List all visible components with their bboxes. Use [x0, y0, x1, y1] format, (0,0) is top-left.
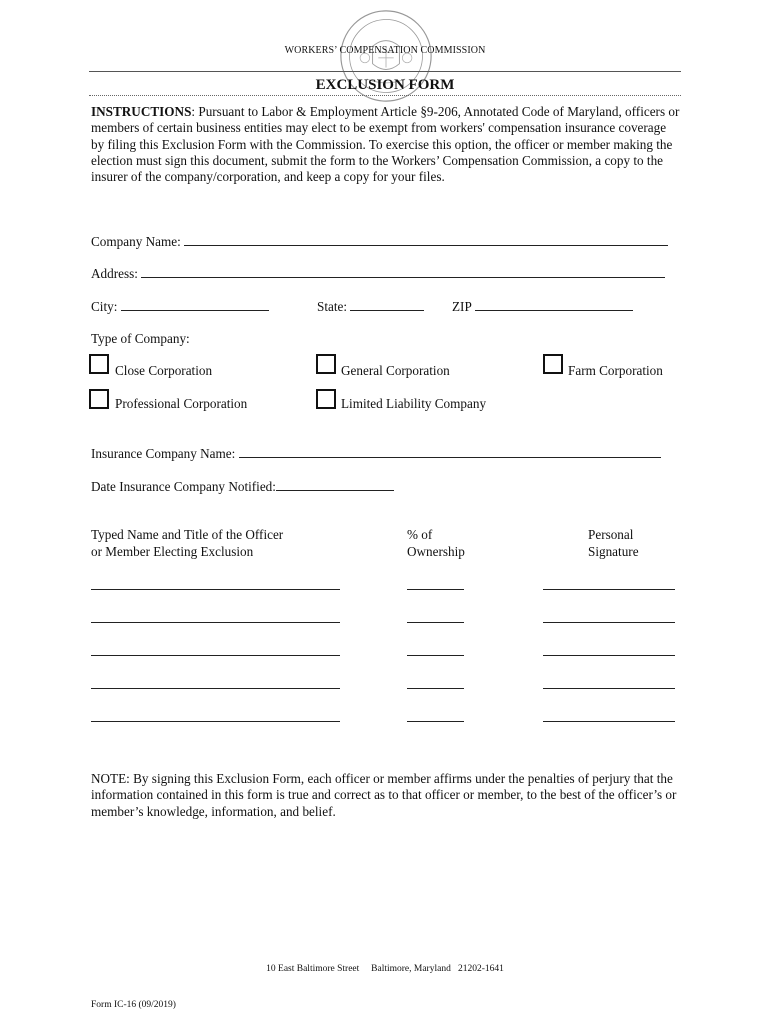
officer-header-line2: or Member Electing Exclusion: [91, 543, 254, 559]
company-name-label: Company Name:: [91, 234, 181, 249]
ownership-column-header: [407, 527, 465, 560]
zip-field[interactable]: [475, 298, 633, 311]
professional-corporation-label: Professional Corporation: [115, 396, 248, 411]
signature-line[interactable]: [543, 688, 675, 689]
signature-header-line1: Personal: [588, 527, 634, 542]
city-field[interactable]: [121, 298, 269, 311]
form-title: EXCLUSION FORM: [315, 77, 455, 93]
type-of-company-label: Type of Company:: [91, 331, 190, 346]
date-notified-row: [91, 478, 394, 495]
officer-name-line[interactable]: [91, 589, 340, 590]
signature-header-line2: Signature: [588, 543, 639, 559]
insurance-company-row: [91, 445, 661, 462]
officer-name-line[interactable]: [91, 721, 340, 722]
company-name-field[interactable]: [184, 233, 668, 246]
signature-line[interactable]: [543, 721, 675, 722]
date-notified-field[interactable]: [276, 478, 394, 491]
address-label: Address:: [91, 266, 138, 281]
agency-name: WORKERS’ COMPENSATION COMMISSION: [284, 45, 486, 56]
instructions-text: : Pursuant to Labor & Employment Article §9-206, Annotated Code of Maryland, officers or members of certain business entities may elect to be exempt from workers' compensation insurance coverage by filing this Exclusion Form with the Commission. To exercise this option, the officer or member making the election must sign this document, submit the form to the Workers’ Compensation Commission, a copy to the insurer of the company/corporation, and keep a copy for your files.: [91, 104, 680, 185]
officer-column-header: [91, 527, 283, 560]
address-row: [91, 265, 665, 282]
ownership-line[interactable]: [407, 622, 464, 623]
insurance-company-label: Insurance Company Name:: [91, 446, 236, 461]
footer-address: 10 East Baltimore Street Baltimore, Maryland 21202-1641: [266, 964, 504, 974]
ownership-header-line2: Ownership: [407, 543, 465, 559]
title-rule: [89, 95, 681, 96]
llc-label: Limited Liability Company: [341, 396, 487, 411]
farm-corporation-checkbox[interactable]: [543, 354, 563, 374]
instructions-label: INSTRUCTIONS: [91, 104, 192, 119]
llc-checkbox[interactable]: [316, 389, 336, 409]
instructions-paragraph: [91, 104, 681, 185]
officer-header-line1: Typed Name and Title of the Officer: [91, 527, 284, 542]
state-row: [317, 298, 424, 315]
form-number: Form IC-16 (09/2019): [91, 1000, 176, 1010]
ownership-line[interactable]: [407, 688, 464, 689]
signature-line[interactable]: [543, 622, 675, 623]
general-corporation-checkbox[interactable]: [316, 354, 336, 374]
signature-column-header: [588, 527, 639, 560]
professional-corporation-checkbox[interactable]: [89, 389, 109, 409]
general-corporation-label: General Corporation: [341, 363, 450, 378]
zip-row: [452, 298, 633, 315]
date-notified-label: Date Insurance Company Notified:: [91, 479, 276, 494]
state-field[interactable]: [350, 298, 424, 311]
company-name-row: [91, 233, 668, 250]
zip-label: ZIP: [452, 299, 472, 314]
close-corporation-checkbox[interactable]: [89, 354, 109, 374]
officer-name-line[interactable]: [91, 622, 340, 623]
state-label: State:: [317, 299, 348, 314]
signature-line[interactable]: [543, 655, 675, 656]
city-row: [91, 298, 269, 315]
header-rule: [89, 71, 681, 72]
ownership-line[interactable]: [407, 721, 464, 722]
ownership-header-line1: % of: [407, 527, 433, 542]
officer-name-line[interactable]: [91, 688, 340, 689]
farm-corporation-label: Farm Corporation: [568, 363, 663, 378]
city-label: City:: [91, 299, 118, 314]
insurance-company-field[interactable]: [239, 445, 661, 458]
perjury-note: NOTE: By signing this Exclusion Form, each officer or member affirms under the penalties of perjury that the information contained in this form is true and correct as to that officer or member, to the best of the officer’s or member’s knowledge, information, and belief.: [91, 771, 677, 819]
signature-line[interactable]: [543, 589, 675, 590]
ownership-line[interactable]: [407, 655, 464, 656]
close-corporation-label: Close Corporation: [115, 363, 213, 378]
ownership-line[interactable]: [407, 589, 464, 590]
address-field[interactable]: [141, 265, 665, 278]
officer-name-line[interactable]: [91, 655, 340, 656]
